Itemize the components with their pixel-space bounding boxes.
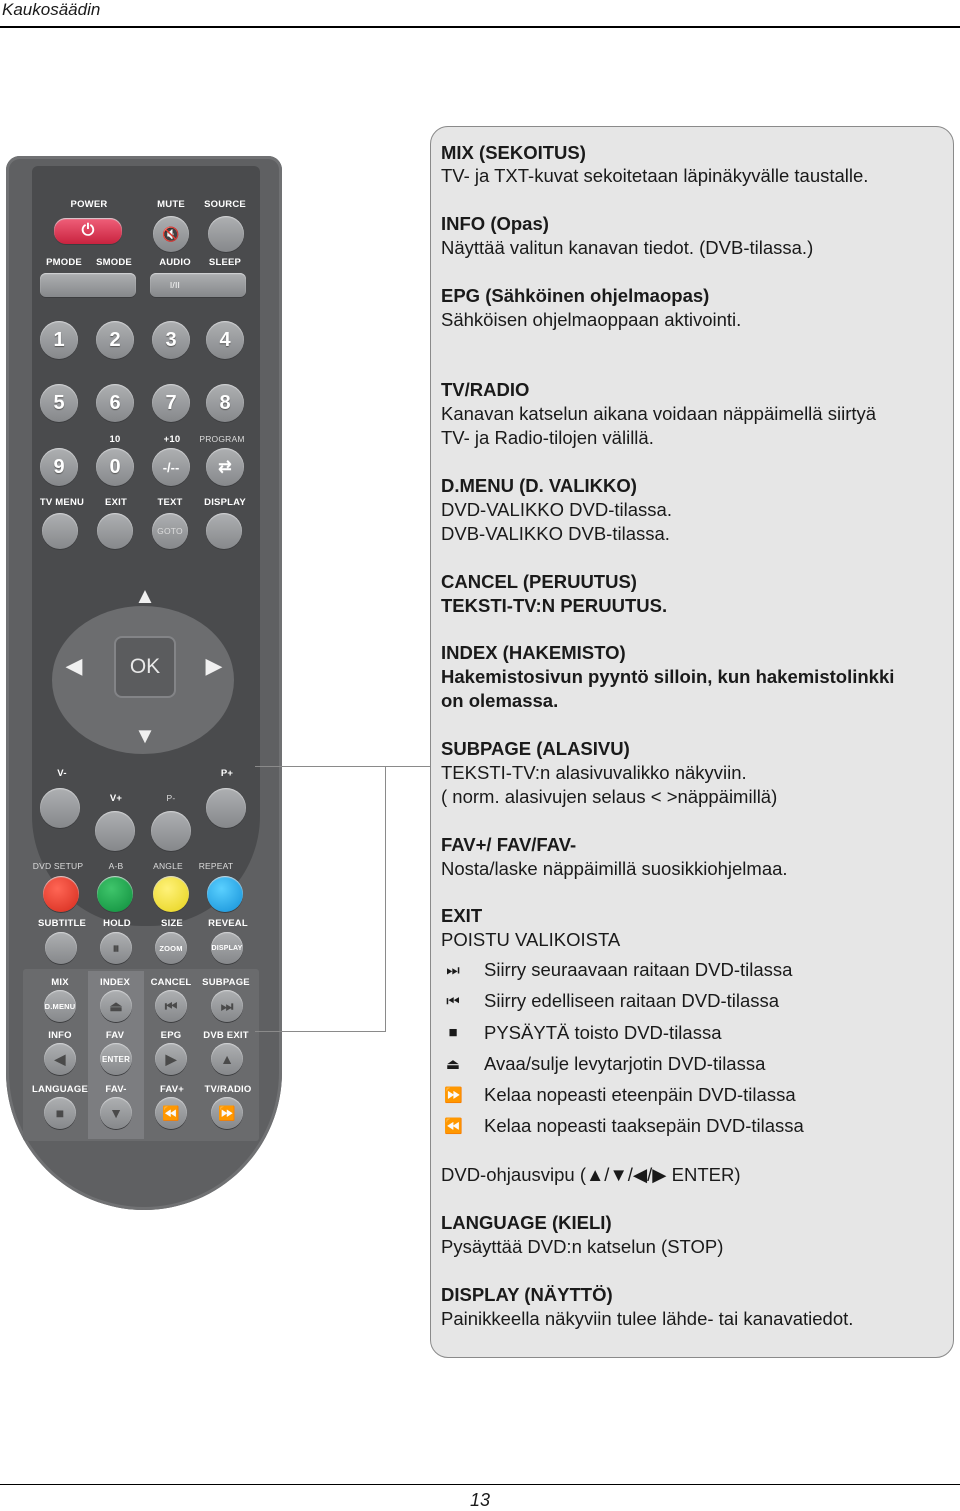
tv-menu-button[interactable] — [42, 513, 78, 549]
rewind-icon: ⏪ — [444, 1118, 463, 1135]
number-button-0[interactable]: 0 — [96, 448, 134, 486]
program-button[interactable] — [206, 448, 244, 486]
joystick-suffix: ENTER) — [666, 1164, 741, 1185]
volume-down-button[interactable] — [40, 788, 80, 828]
label-epg: EPG — [160, 1030, 182, 1041]
tvradio-title: TV/RADIO — [441, 379, 530, 400]
power-button[interactable] — [54, 218, 122, 244]
connector-line — [255, 766, 386, 1032]
index-line1: Hakemistosivun pyyntö silloin, kun hakemistolinkki — [441, 666, 895, 687]
ok-button[interactable]: OK — [114, 636, 176, 698]
label-cancel: CANCEL — [150, 977, 192, 988]
program-down-button[interactable] — [151, 811, 191, 851]
dmenu-title: D.MENU (D. VALIKKO) — [441, 475, 637, 496]
subtitle-button[interactable] — [45, 932, 77, 964]
green-button[interactable] — [97, 876, 133, 912]
epg-title: EPG (Sähköinen ohjelmaopas) — [441, 285, 710, 306]
number-button-7[interactable]: 7 — [152, 384, 190, 422]
label-sleep: SLEEP — [208, 257, 242, 268]
fast-forward-icon: ⏩ — [444, 1087, 463, 1104]
dvd-control-text-6: Kelaa nopeasti taaksepäin DVD-tilassa — [484, 1115, 804, 1136]
text-button[interactable] — [152, 513, 188, 549]
up-arrow-icon[interactable]: ▲ — [134, 583, 156, 608]
label-power: POWER — [70, 199, 108, 210]
up-arrow-icon: ▲ — [585, 1164, 605, 1185]
label-exit: EXIT — [105, 497, 127, 508]
label-p-plus: P+ — [220, 768, 234, 779]
label-size: SIZE — [161, 918, 183, 929]
left-arrow-icon[interactable]: ◀ — [65, 653, 83, 678]
mix-button[interactable] — [44, 990, 76, 1022]
eject-icon: ⏏ — [445, 1056, 461, 1073]
loop-icon: ⇄ — [218, 459, 232, 476]
stop-icon: ■ — [448, 1024, 458, 1041]
next-track-icon: ⏭ — [446, 962, 460, 979]
language-text: Pysäyttää DVD:n katselun (STOP) — [441, 1236, 724, 1257]
down-arrow-icon: ▼ — [609, 1164, 628, 1185]
down-arrow-icon[interactable]: ▼ — [134, 723, 156, 748]
pause-icon: ⏸ — [112, 939, 120, 956]
fav-button[interactable] — [100, 1043, 132, 1075]
label-enter: ENTER — [101, 1054, 131, 1064]
language-button[interactable] — [44, 1097, 76, 1129]
right-triangle-icon: ▶ — [165, 1050, 177, 1067]
fav-text: Nosta/laske näppäimillä suosikkiohjelmaa. — [441, 858, 788, 879]
exit-button[interactable] — [97, 513, 133, 549]
rewind-icon: ⏪ — [162, 1104, 180, 1121]
subpage-title: SUBPAGE (ALASIVU) — [441, 738, 630, 759]
subpage-button[interactable] — [211, 990, 243, 1022]
previous-track-icon: ⏮ — [164, 997, 178, 1014]
label-index: INDEX — [99, 977, 131, 988]
size-button[interactable] — [155, 932, 187, 964]
stop-icon: ■ — [55, 1105, 65, 1121]
fav-plus-button[interactable] — [155, 1097, 187, 1129]
fav-minus-button[interactable] — [100, 1097, 132, 1129]
label-subpage: SUBPAGE — [202, 977, 250, 988]
dvd-control-text-5: Kelaa nopeasti eteenpäin DVD-tilassa — [484, 1084, 796, 1105]
dmenu-line1: DVD-VALIKKO DVD-tilassa. — [441, 499, 672, 520]
epg-text: Sähköisen ohjelmaoppaan aktivointi. — [441, 309, 742, 330]
fav-title: FAV+/ FAV/FAV- — [441, 834, 577, 855]
blue-button[interactable] — [207, 876, 243, 912]
mix-title: MIX (SEKOITUS) — [441, 142, 586, 163]
footer-divider — [0, 1484, 960, 1485]
right-arrow-icon[interactable]: ▶ — [205, 653, 223, 678]
language-title: LANGUAGE (KIELI) — [441, 1212, 612, 1233]
tv-radio-button[interactable] — [211, 1097, 243, 1129]
label-v-plus: V+ — [109, 793, 123, 804]
exit-text: POISTU VALIKOISTA — [441, 929, 621, 950]
tvradio-line1: Kanavan katselun aikana voidaan näppäimellä siirtyä — [441, 403, 877, 424]
eject-icon: ⏏ — [109, 997, 123, 1014]
label-source: SOURCE — [204, 199, 246, 210]
number-button-6[interactable]: 6 — [96, 384, 134, 422]
dvd-control-text-1: Siirry seuraavaan raitaan DVD-tilassa — [484, 959, 793, 980]
index-line2: on olemassa. — [441, 690, 559, 711]
number-button-4[interactable]: 4 — [206, 321, 244, 359]
label-subtitle: SUBTITLE — [37, 918, 87, 929]
joystick-sep-3: / — [647, 1164, 653, 1185]
label-display-small: DISPLAY — [211, 944, 243, 952]
dvb-exit-button[interactable] — [211, 1043, 243, 1075]
joystick-sep-2: / — [627, 1164, 633, 1185]
cancel-button[interactable] — [155, 990, 187, 1022]
number-button-2[interactable]: 2 — [96, 321, 134, 359]
connector-line-top — [384, 766, 432, 767]
right-arrow-icon: ▶ — [652, 1164, 667, 1185]
dmenu-line2: DVB-VALIKKO DVB-tilassa. — [441, 523, 670, 544]
mute-button[interactable] — [153, 216, 189, 252]
subpage-line2: ( norm. alasivujen selaus < >näppäimillä) — [441, 786, 778, 807]
label-fav-minus: FAV- — [105, 1084, 127, 1095]
index-button[interactable] — [100, 990, 132, 1022]
up-triangle-icon: ▲ — [220, 1051, 234, 1067]
label-dvd-setup: DVD SETUP — [32, 861, 84, 871]
label-plus10: +10 — [163, 434, 181, 445]
dvd-control-text-4: Avaa/sulje levytarjotin DVD-tilassa — [484, 1053, 766, 1074]
dvd-control-text-3: PYSÄYTÄ toisto DVD-tilassa — [484, 1022, 722, 1043]
page-header — [0, 0, 960, 30]
epg-button[interactable] — [155, 1043, 187, 1075]
label-display: DISPLAY — [204, 497, 246, 508]
fast-forward-icon: ⏩ — [218, 1104, 236, 1121]
label-mix: MIX — [51, 977, 69, 988]
remote-control — [6, 156, 282, 1210]
label-smode: SMODE — [96, 257, 132, 268]
joystick-prefix: DVD-ohjausvipu ( — [441, 1164, 586, 1185]
number-button-8[interactable]: 8 — [206, 384, 244, 422]
joystick-sep-1: / — [604, 1164, 610, 1185]
display-title: DISPLAY (NÄYTTÖ) — [441, 1284, 613, 1305]
joystick-line — [441, 1163, 741, 1187]
label-repeat: REPEAT — [198, 861, 234, 871]
label-audio-sub: I/II — [169, 280, 181, 290]
audio-sleep-button[interactable] — [150, 273, 246, 297]
label-info: INFO — [48, 1030, 72, 1041]
label-dvb-exit: DVB EXIT — [203, 1030, 249, 1041]
mix-text: TV- ja TXT-kuvat sekoitetaan läpinäkyvälle taustalle. — [441, 165, 869, 186]
hold-button[interactable] — [100, 932, 132, 964]
label-fav: FAV — [105, 1030, 125, 1041]
number-button-5[interactable]: 5 — [40, 384, 78, 422]
label-p-minus: P- — [166, 793, 176, 803]
source-button[interactable] — [208, 216, 244, 252]
left-triangle-icon: ◀ — [54, 1050, 66, 1067]
cancel-text: TEKSTI-TV:N PERUUTUS. — [441, 595, 668, 616]
left-arrow-icon: ◀ — [632, 1164, 648, 1185]
index-title: INDEX (HAKEMISTO) — [441, 642, 626, 663]
program-up-button[interactable] — [206, 788, 246, 828]
label-tv-menu: TV MENU — [39, 497, 85, 508]
label-tv-radio: TV/RADIO — [204, 1084, 252, 1095]
label-audio: AUDIO — [159, 257, 191, 268]
previous-track-icon: ⏮ — [446, 993, 460, 1010]
label-language: LANGUAGE — [32, 1084, 88, 1095]
label-hold: HOLD — [103, 918, 131, 929]
reveal-button[interactable] — [211, 932, 243, 964]
red-button[interactable] — [43, 876, 79, 912]
label-dmenu: D.MENU — [44, 1001, 76, 1011]
dash-button[interactable] — [152, 448, 190, 486]
label-reveal: REVEAL — [208, 918, 248, 929]
label-zoom: ZOOM — [159, 943, 183, 953]
label-goto: GOTO — [157, 526, 183, 536]
label-ab: A-B — [108, 861, 124, 871]
dvd-control-text-2: Siirry edelliseen raitaan DVD-tilassa — [484, 990, 780, 1011]
mute-icon: 🔇 — [162, 225, 180, 242]
label-pmode: PMODE — [46, 257, 82, 268]
info-title: INFO (Opas) — [441, 213, 549, 234]
display-button[interactable] — [206, 513, 242, 549]
number-button-1[interactable]: 1 — [40, 321, 78, 359]
down-triangle-icon: ▼ — [109, 1105, 123, 1121]
number-button-9[interactable]: 9 — [40, 448, 78, 486]
header-divider — [0, 26, 960, 28]
display-text: Painikkeella näkyviin tulee lähde- tai kanavatiedot. — [441, 1308, 854, 1329]
info-button[interactable] — [44, 1043, 76, 1075]
label-fav-plus: FAV+ — [159, 1084, 185, 1095]
label-program: PROGRAM — [199, 434, 245, 444]
label-angle: ANGLE — [153, 861, 183, 871]
pmode-smode-button[interactable] — [40, 273, 136, 297]
info-text: Näyttää valitun kanavan tiedot. (DVB-tilassa.) — [441, 237, 814, 258]
label-text: TEXT — [157, 497, 183, 508]
page-number: 13 — [469, 1490, 491, 1510]
number-button-3[interactable]: 3 — [152, 321, 190, 359]
label-v-minus: V- — [57, 768, 67, 779]
next-track-icon: ⏭ — [220, 997, 234, 1014]
dash-label: -/-- — [162, 459, 180, 475]
exit-title: EXIT — [441, 905, 483, 926]
page-title: Kaukosäädin — [2, 0, 101, 19]
label-mute: MUTE — [157, 199, 185, 210]
cancel-title: CANCEL (PERUUTUS) — [441, 571, 637, 592]
power-icon: ⏻ — [81, 222, 95, 239]
yellow-button[interactable] — [153, 876, 189, 912]
tvradio-line2: TV- ja Radio-tilojen välillä. — [441, 427, 654, 448]
volume-up-button[interactable] — [95, 811, 135, 851]
subpage-line1: TEKSTI-TV:n alasivuvalikko näkyviin. — [441, 762, 747, 783]
label-10: 10 — [109, 434, 121, 445]
